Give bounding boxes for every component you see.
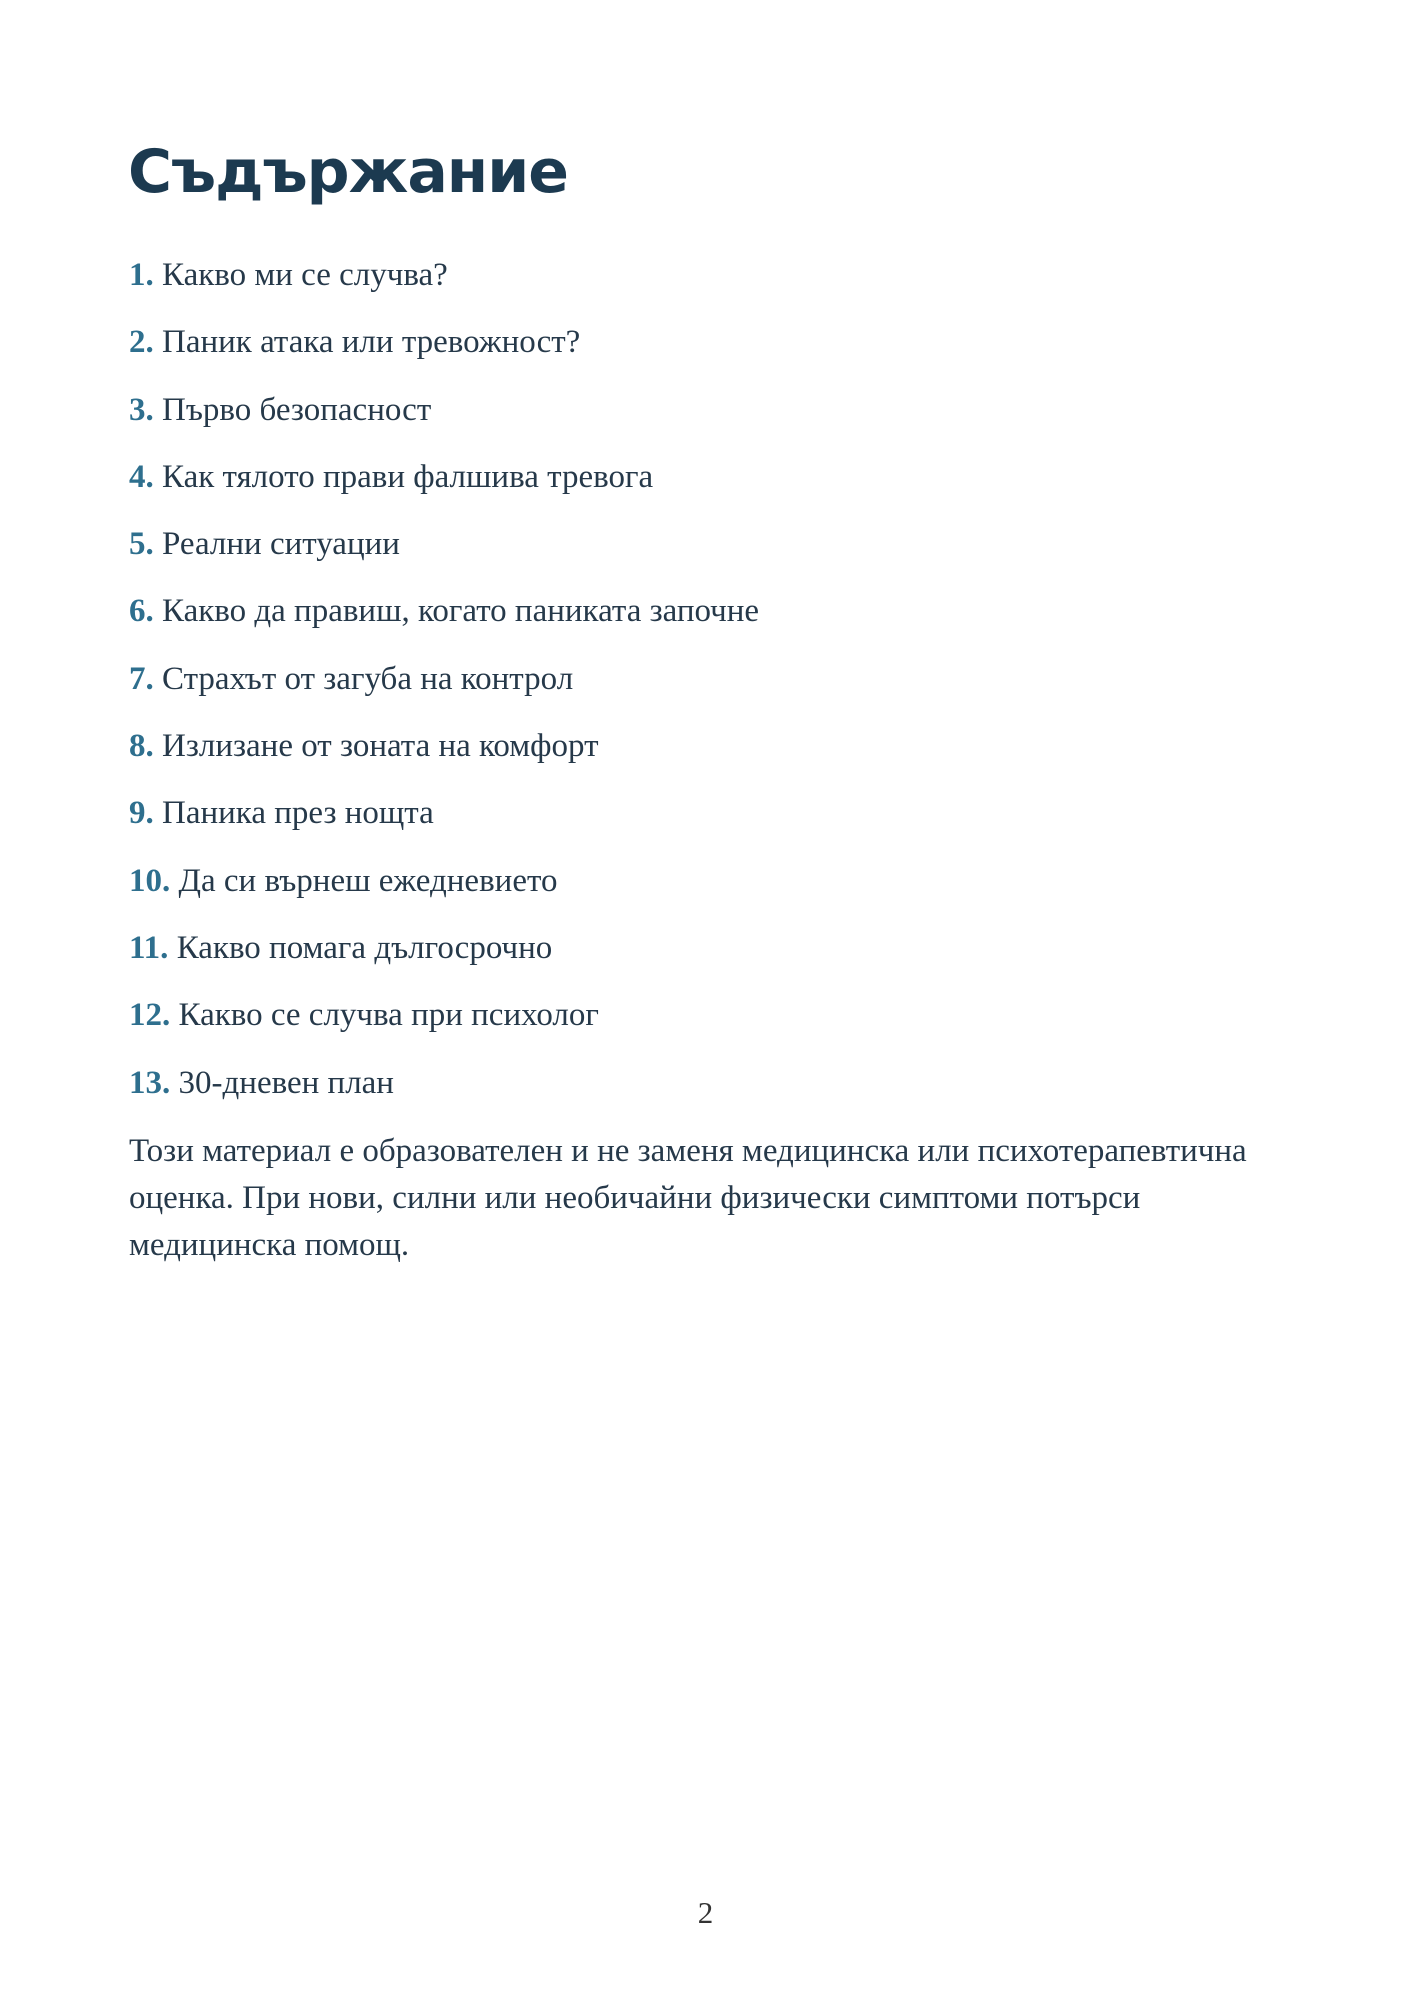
toc-item-6 (129, 587, 759, 654)
toc-item-13 (129, 1059, 759, 1126)
toc-item-number: 7. (129, 660, 154, 697)
toc-item-label: Какво се случва при психолог (178, 997, 599, 1034)
toc-item-label: Страхът от загуба на контрол (162, 660, 574, 697)
toc-item-3 (129, 386, 759, 453)
toc-item-number: 1. (129, 257, 154, 293)
page-title: Съдържание (128, 137, 568, 207)
toc-item-1 (129, 251, 759, 318)
toc-item-number: 4. (129, 458, 154, 495)
toc-item-11 (129, 924, 759, 991)
disclaimer-paragraph: Този материал е образователен и не заменя медицинска или психотерапевтична оценка. При нови, силни или необичайни физически симптоми потърси медицинска помощ. (129, 1133, 1247, 1263)
toc-item-label: Какво помага дългосрочно (176, 929, 553, 966)
toc-item-number: 3. (129, 391, 154, 428)
toc-item-label: Паник атака или тревожност? (162, 324, 581, 361)
page-number: 2 (697, 1895, 714, 1930)
toc-item-number: 2. (129, 324, 154, 361)
table-of-contents (129, 251, 759, 1126)
toc-item-8 (129, 722, 759, 789)
toc-item-number: 11. (129, 929, 169, 966)
toc-item-label: Как тялото прави фалшива тревога (162, 458, 654, 495)
toc-item-number: 5. (129, 526, 154, 563)
toc-item-number: 13. (129, 1064, 171, 1101)
toc-item-9 (129, 789, 759, 856)
toc-item-number: 8. (129, 728, 154, 765)
toc-item-number: 6. (129, 593, 154, 630)
toc-item-label: Първо безопасност (162, 391, 432, 428)
toc-item-label: Реални ситуации (162, 526, 400, 563)
toc-item-label: Паника през нощта (162, 795, 434, 832)
toc-item-number: 9. (129, 795, 154, 832)
toc-item-label: Да си върнеш ежедневието (178, 862, 558, 899)
toc-item-5 (129, 520, 759, 587)
toc-item-label: Какво да правиш, когато паниката започне (162, 593, 760, 630)
toc-item-label: Какво ми се случва? (162, 257, 448, 293)
toc-item-number: 10. (129, 862, 171, 899)
toc-item-12 (129, 991, 759, 1058)
toc-item-number: 12. (129, 997, 171, 1034)
toc-item-10 (129, 857, 759, 924)
toc-item-label: 30-дневен план (178, 1064, 394, 1101)
toc-item-2 (129, 318, 759, 385)
toc-item-label: Излизане от зоната на комфорт (162, 728, 599, 765)
toc-item-7 (129, 655, 759, 722)
toc-item-4 (129, 453, 759, 520)
